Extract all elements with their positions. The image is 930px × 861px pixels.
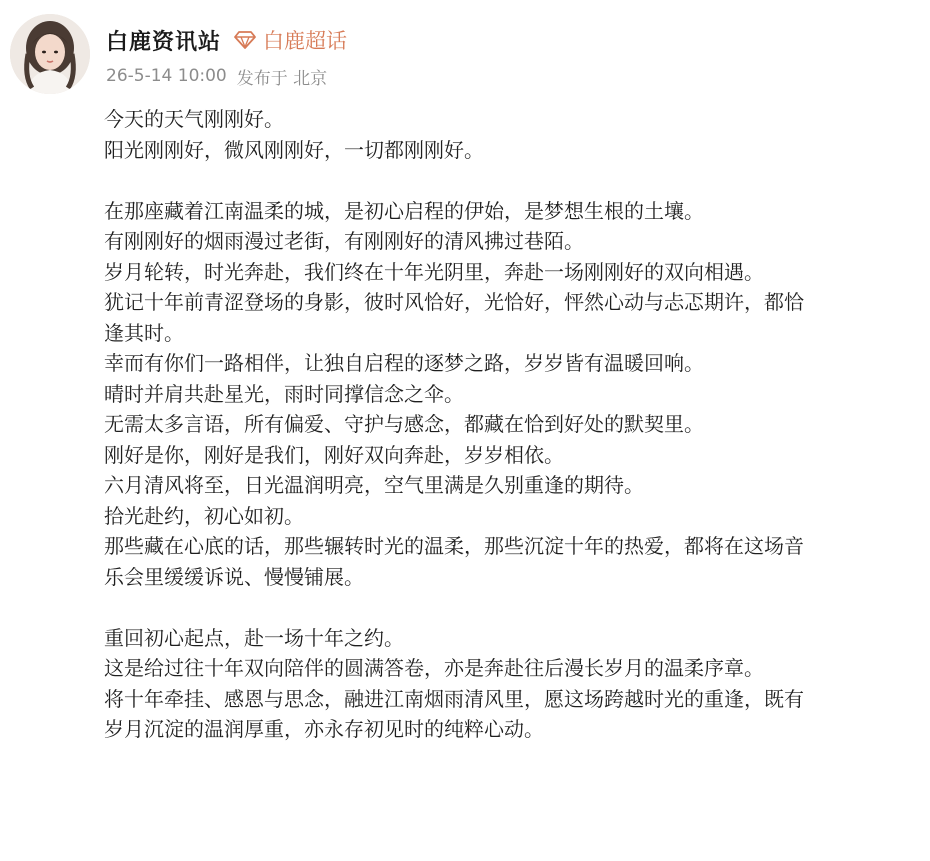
text-line: 逢其时。 xyxy=(104,320,184,345)
text-line: 刚好是你，刚好是我们，刚好双向奔赴，岁岁相依。 xyxy=(104,442,564,467)
avatar[interactable] xyxy=(10,14,90,94)
topic-label: 白鹿超话 xyxy=(263,29,348,53)
text-line: 拾光赴约，初心如初。 xyxy=(104,503,304,528)
post-timestamp: 26-5-14 10:00 xyxy=(106,66,227,86)
diamond-icon xyxy=(233,30,257,50)
text-line: 犹记十年前青涩登场的身影，彼时风恰好，光恰好，怦然心动与忐忑期许，都恰 xyxy=(104,290,804,314)
post-location: 发布于 北京 xyxy=(236,68,328,89)
text-line: 有刚刚好的烟雨漫过老街，有刚刚好的清风拂过巷陌。 xyxy=(104,229,584,253)
text-line: 阳光刚刚好，微风刚刚好，一切都刚刚好。 xyxy=(104,137,484,162)
text-line: 这是给过往十年双向陪伴的圆满答卷，亦是奔赴往后漫长岁月的温柔序章。 xyxy=(104,656,764,680)
author-name[interactable]: 白鹿资讯站 xyxy=(106,29,222,55)
paragraph-spacer xyxy=(104,592,914,623)
text-line: 无需太多言语，所有偏爱、守护与感念，都藏在恰到好处的默契里。 xyxy=(104,412,704,436)
text-line: 乐会里缓缓诉说、慢慢铺展。 xyxy=(104,564,364,589)
text-line: 重回初心起点，赴一场十年之约。 xyxy=(104,625,404,650)
text-line: 岁月沉淀的温润厚重，亦永存初见时的纯粹心动。 xyxy=(104,717,544,741)
paragraph-spacer xyxy=(104,165,914,196)
text-line: 晴时并肩共赴星光，雨时同撑信念之伞。 xyxy=(104,381,464,406)
text-line: 那些藏在心底的话，那些辗转时光的温柔，那些沉淀十年的热爱，都将在这场音 xyxy=(104,534,804,558)
text-line: 岁月轮转，时光奔赴，我们终在十年光阴里，奔赴一场刚刚好的双向相遇。 xyxy=(104,259,764,284)
paragraph-3 xyxy=(104,623,914,745)
name-row xyxy=(106,22,910,58)
text-line: 将十年牵挂、感恩与思念，融进江南烟雨清风里，愿这场跨越时光的重逢，既有 xyxy=(104,686,804,711)
paragraph-2 xyxy=(104,196,914,593)
text-line: 在那座藏着江南温柔的城，是初心启程的伊始，是梦想生根的土壤。 xyxy=(104,198,704,223)
paragraph-1 xyxy=(104,104,914,165)
post-header xyxy=(106,22,910,88)
avatar-photo xyxy=(10,14,90,94)
post-meta xyxy=(106,64,910,88)
topic-link[interactable] xyxy=(233,25,347,55)
text-line: 今天的天气刚刚好。 xyxy=(104,107,284,131)
text-line: 六月清风将至，日光温润明亮，空气里满是久别重逢的期待。 xyxy=(104,473,644,497)
text-line: 幸而有你们一路相伴，让独自启程的逐梦之路，岁岁皆有温暖回响。 xyxy=(104,351,704,375)
post-body xyxy=(104,104,914,745)
